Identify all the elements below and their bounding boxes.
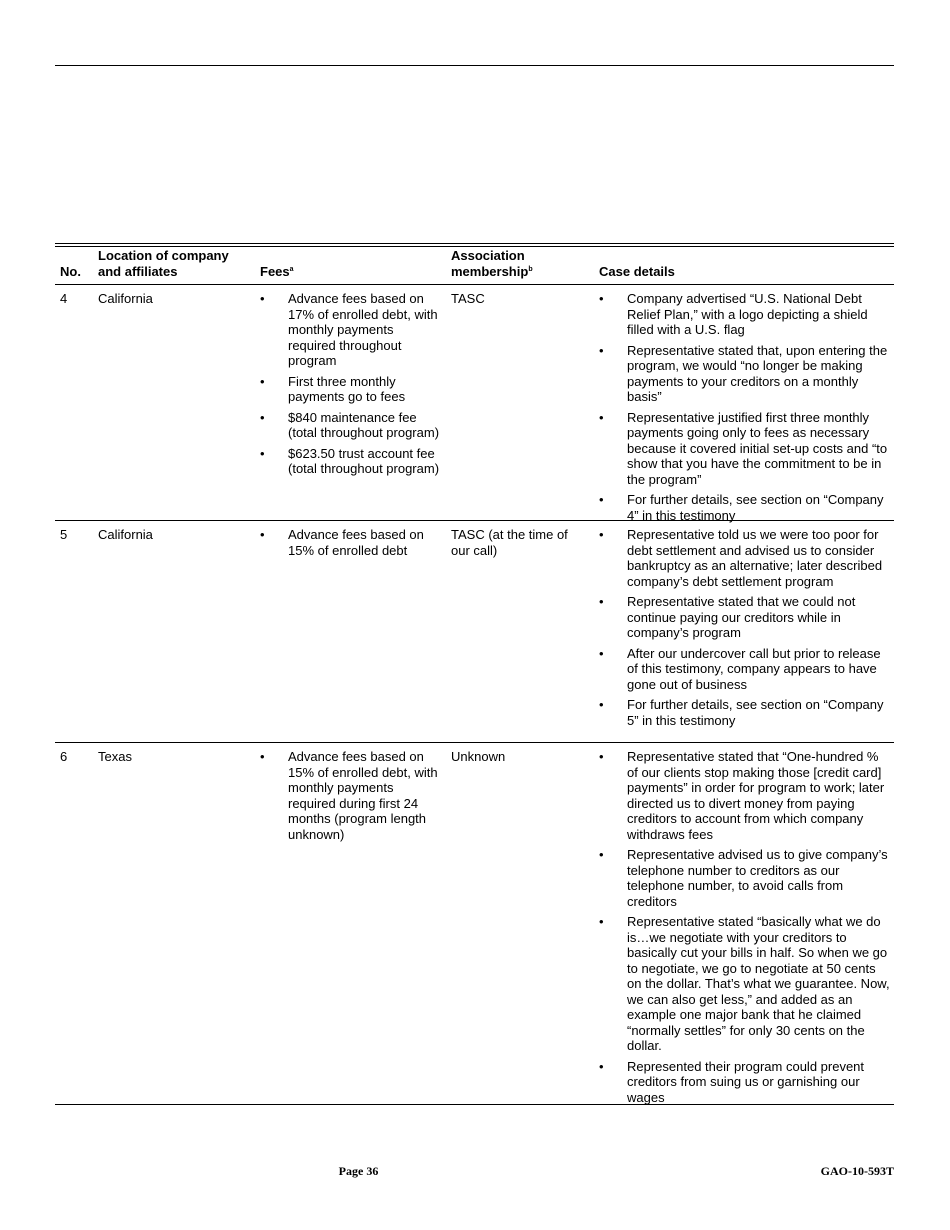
bullet-item <box>599 492 891 523</box>
bullet-glyph: • <box>260 409 265 425</box>
bullet-item <box>260 749 440 842</box>
page-number: Page 36 <box>338 1164 379 1178</box>
row-location: California <box>98 527 153 542</box>
bullet-text: For further details, see section on “Company 4” in this testimony <box>627 492 884 523</box>
bullet-item <box>260 527 440 558</box>
table-row <box>55 285 894 521</box>
row-fees <box>260 291 440 482</box>
bullet-text: Representative stated that “One-hundred % of our clients stop making those [credit card] payments” in order for program to work; later directed us to divert money from paying creditors to account from which company withdraws fees <box>627 749 885 842</box>
header-fees: Fees$^a$ <box>260 264 294 279</box>
bullet-glyph: • <box>599 291 604 306</box>
header-case-details: Case details <box>599 264 675 279</box>
row-association: TASC <box>451 291 485 306</box>
table-row <box>55 743 894 1105</box>
bullet-item <box>599 646 891 693</box>
header-no: No. <box>60 264 81 279</box>
bullet-glyph: • <box>599 492 604 507</box>
bullet-item <box>599 847 891 909</box>
row-number: 4 <box>60 291 68 306</box>
bullet-text: $623.50 trust account fee (total throughout program) <box>288 445 440 476</box>
bullet-text: $840 maintenance fee (total throughout program) <box>288 409 440 440</box>
bullet-item <box>599 410 891 488</box>
row-association: Unknown <box>451 749 506 764</box>
bullet-text: Company advertised “U.S. National Debt Relief Plan,” with a logo depicting a shield filled with a U.S. flag <box>627 291 868 337</box>
bullet-glyph: • <box>599 847 604 862</box>
bullet-item <box>599 1059 891 1106</box>
row-number: 5 <box>60 527 68 542</box>
row-location: Texas <box>98 749 132 764</box>
bullet-glyph: • <box>599 1058 604 1074</box>
table-header <box>55 247 894 285</box>
row-case-details <box>599 527 891 733</box>
bullet-item <box>599 291 891 338</box>
footnote-b: b <box>528 266 533 273</box>
bullet-item <box>260 374 440 405</box>
bullet-item <box>599 594 891 641</box>
bullet-text: Represented their program could prevent creditors from suing us or garnishing our wages <box>627 1058 865 1105</box>
bullet-text: Representative told us we were too poor for debt settlement and advised us to consider bankruptcy as an alternative; later described company’s debt settlement program <box>627 527 883 589</box>
bullet-text: Representative justified first three monthly payments going only to fees as necessary because it covered initial set-up costs and “to show that you have the commitment to be in the program” <box>627 409 888 487</box>
row-location: California <box>98 291 153 306</box>
bullet-text: Advance fees based on 15% of enrolled debt, with monthly payments required during first 24 months (program length unknown) <box>288 749 438 842</box>
bullet-item <box>599 914 891 1054</box>
bullet-item <box>260 291 440 369</box>
bullet-glyph: • <box>599 645 604 661</box>
row-case-details <box>599 291 891 528</box>
bullet-glyph: • <box>260 291 265 306</box>
bullet-item <box>599 343 891 405</box>
bullet-glyph: • <box>260 527 265 542</box>
bullet-item <box>599 749 891 842</box>
bullet-text: Representative stated that, upon entering the program, we would “no longer be making payments to your creditors on a monthly basis” <box>627 342 888 404</box>
bullet-text: After our undercover call but prior to release of this testimony, company appears to have gone out of business <box>627 645 881 692</box>
header-location: Location of company and affiliates <box>98 248 229 279</box>
bullet-glyph: • <box>260 373 265 389</box>
row-number: 6 <box>60 749 68 764</box>
bullet-text: Representative stated “basically what we do is…we negotiate with your creditors to basically cut your bills in half. So when we go to negotiate, we go to negotiate at 50 cents on the dollar. That’s what we guarantee. Now, we can also get less,” and added as an example one major bank that he claimed “normally settles” for only 30 cents on the dollar. <box>627 914 890 1053</box>
header-association: Association membership$^b$ <box>451 248 533 279</box>
bullet-glyph: • <box>599 914 604 929</box>
row-case-details <box>599 749 891 1110</box>
bullet-glyph: • <box>599 697 604 712</box>
case-table <box>55 243 894 1105</box>
table-row <box>55 521 894 743</box>
bullet-item <box>599 697 891 728</box>
row-fees <box>260 527 440 563</box>
bullet-glyph: • <box>599 527 604 542</box>
bullet-text: First three monthly payments go to fees <box>288 373 406 404</box>
bullet-text: Representative stated that we could not continue paying our creditors while in company’s program <box>627 594 856 640</box>
row-fees <box>260 749 440 847</box>
bullet-text: Representative advised us to give company’s telephone number to creditors as our telephone number, to avoid calls from creditors <box>627 847 888 909</box>
bullet-item <box>260 410 440 441</box>
top-rule <box>55 65 894 66</box>
report-id: GAO-10-593T <box>820 1164 894 1178</box>
bullet-glyph: • <box>260 445 265 461</box>
bullet-glyph: • <box>599 749 604 764</box>
footnote-a: a <box>289 266 294 273</box>
bullet-item <box>599 527 891 589</box>
bullet-glyph: • <box>599 409 604 425</box>
bullet-glyph: • <box>599 342 604 358</box>
bullet-item <box>260 446 440 477</box>
bullet-glyph: • <box>599 594 604 609</box>
bullet-text: For further details, see section on “Company 5” in this testimony <box>627 697 884 728</box>
bullet-text: Advance fees based on 15% of enrolled debt <box>288 527 424 558</box>
bullet-glyph: • <box>260 749 265 764</box>
row-association: TASC (at the time of our call) <box>451 527 568 558</box>
bullet-text: Advance fees based on 17% of enrolled debt, with monthly payments required throughout program <box>288 291 438 368</box>
